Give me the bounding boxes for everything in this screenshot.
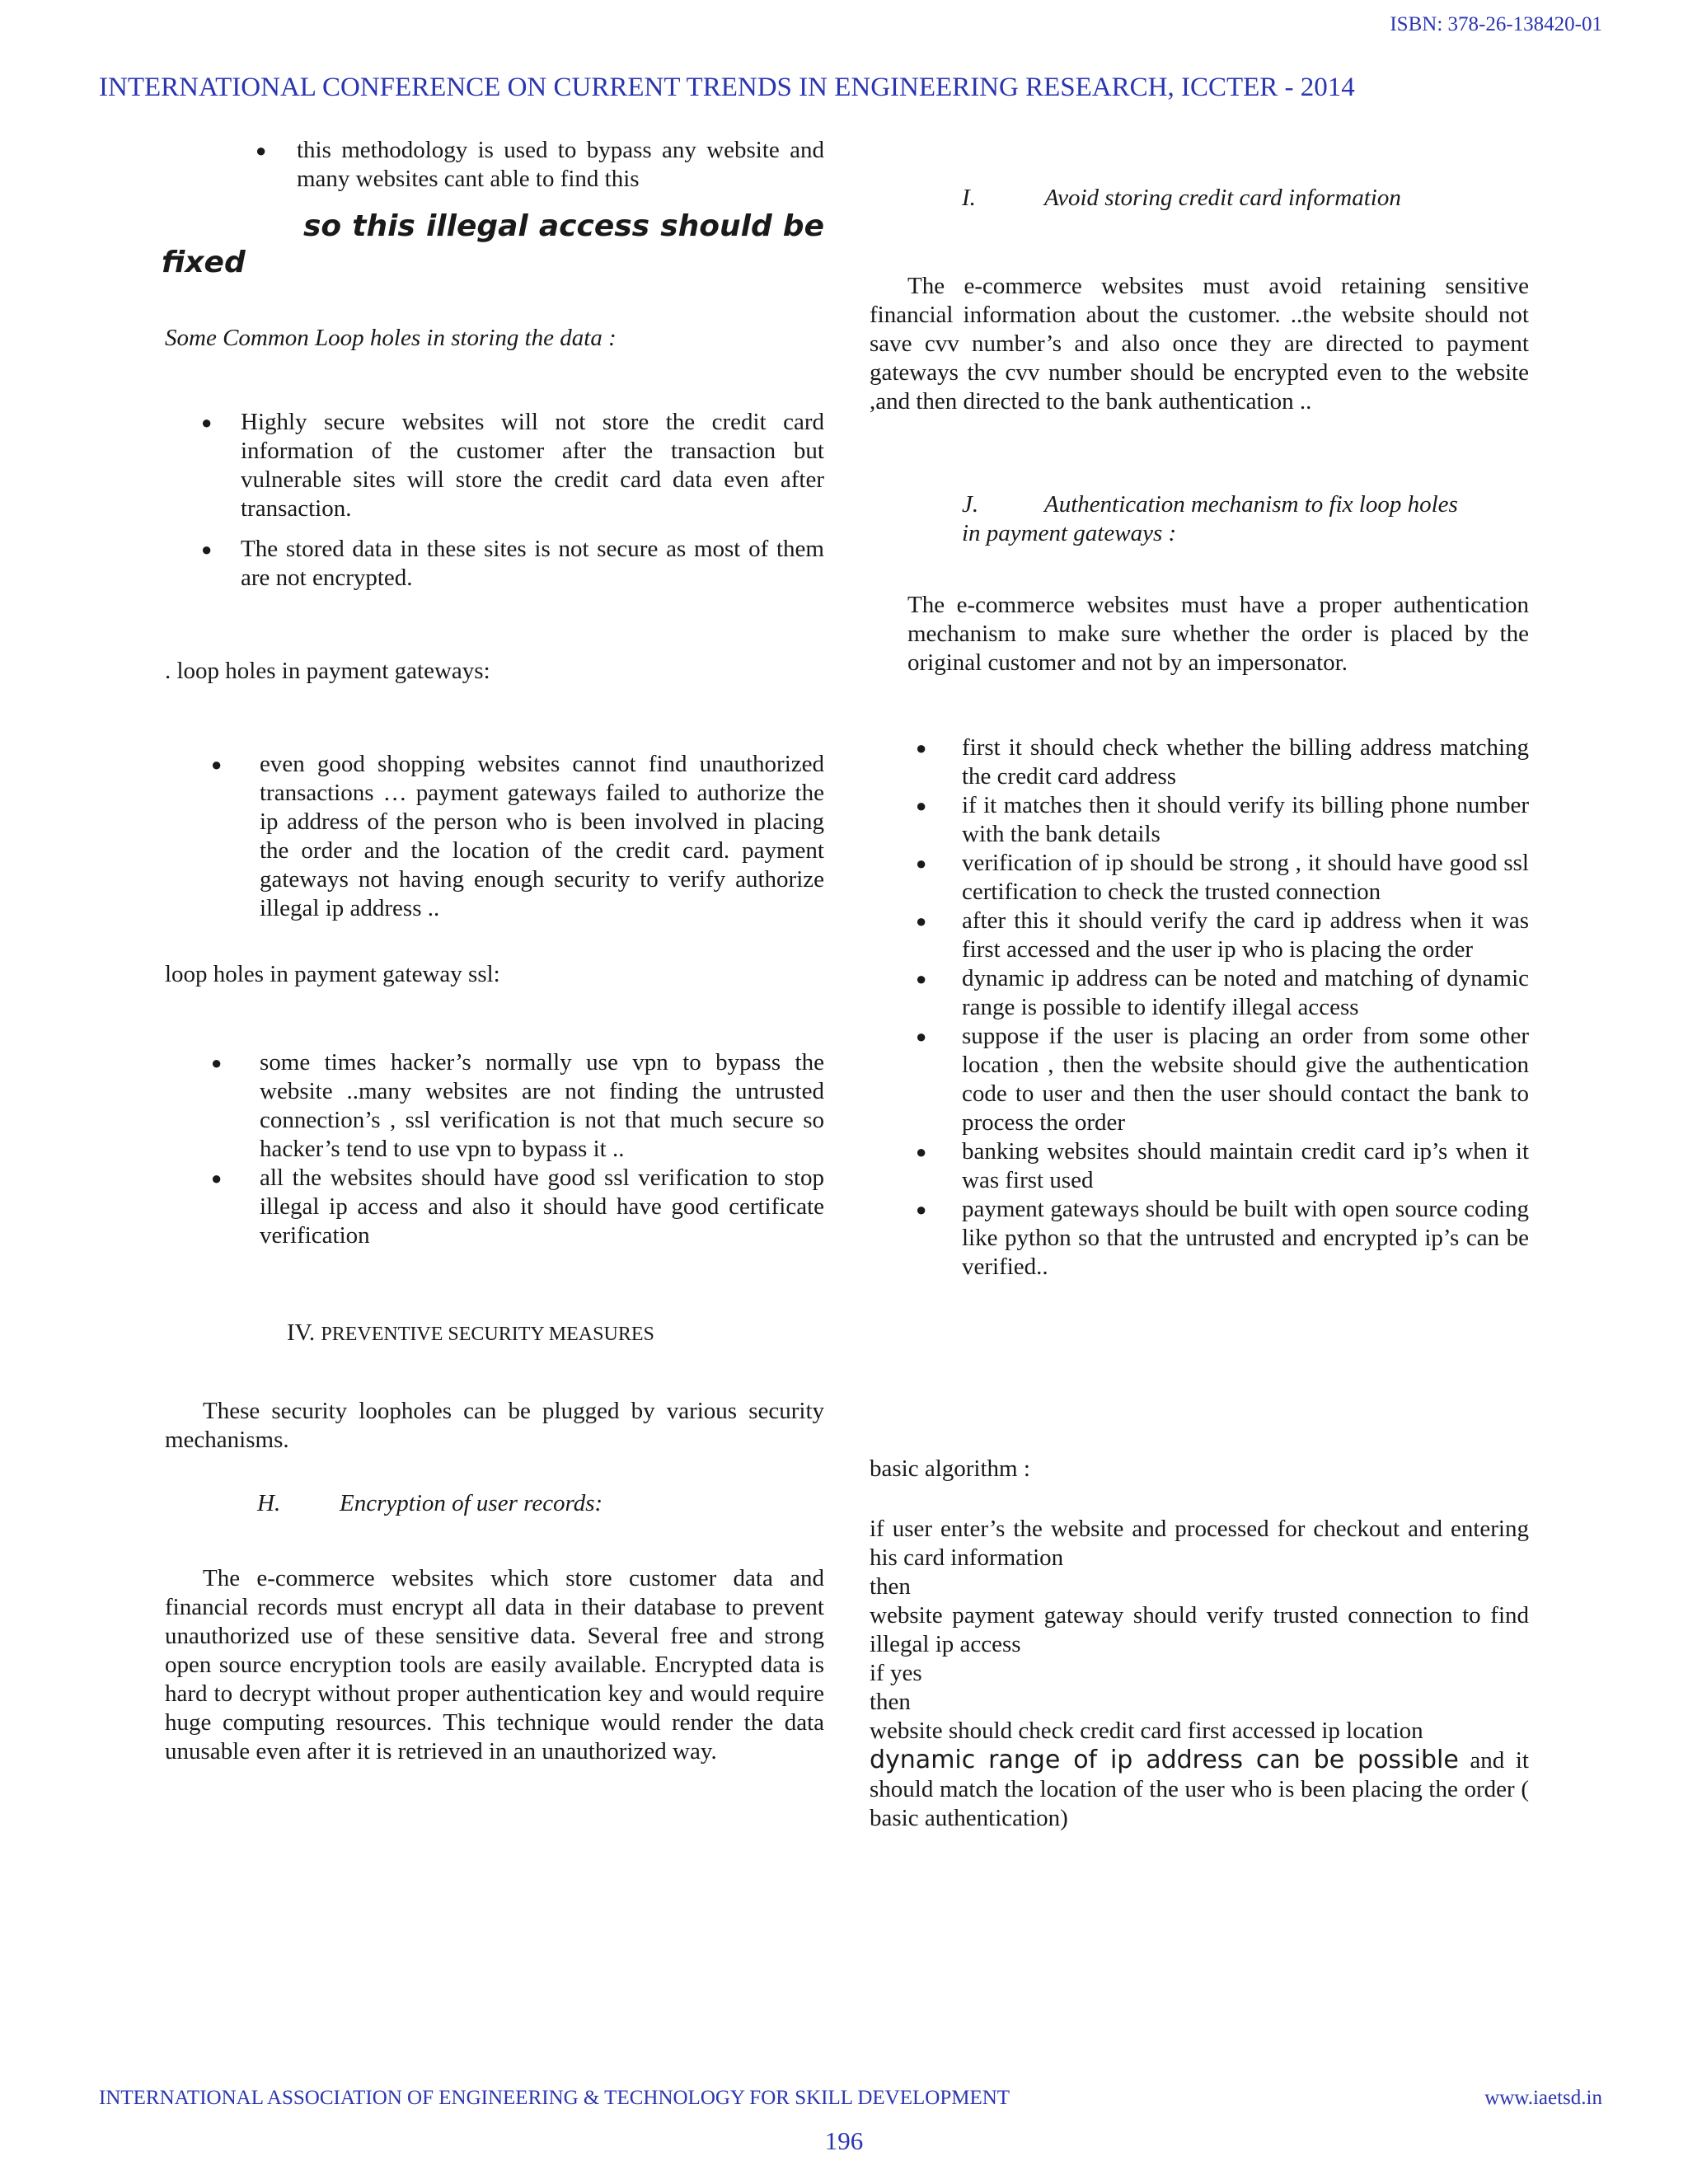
ssl-bullet-list xyxy=(165,1048,824,1250)
algorithm-line: then xyxy=(870,1573,911,1600)
algorithm-line: website should check credit card first accessed ip location xyxy=(870,1718,1423,1744)
storing-bullet-list xyxy=(165,408,824,593)
list-item: ● first it should check whether the billing address matching the credit card address xyxy=(870,733,1529,791)
subsection-h-title: Encryption of user records: xyxy=(340,1490,603,1516)
section-title: PREVENTIVE SECURITY MEASURES xyxy=(321,1324,654,1345)
payment-gateways-heading: . loop holes in payment gateways: xyxy=(165,658,490,684)
algorithm-line: if yes xyxy=(870,1660,922,1686)
ssl-heading: loop holes in payment gateway ssl: xyxy=(165,961,500,987)
list-item: ● this methodology is used to bypass any website and many websites cant able to find this xyxy=(165,136,824,194)
list-item: ● dynamic ip address can be noted and matching of dynamic range is possible to identify illegal access xyxy=(870,964,1529,1022)
list-item: ● after this it should verify the card ip address when it was first accessed and the user ip who is placing the order xyxy=(870,907,1529,964)
subsection-j-number: J. xyxy=(962,491,979,518)
subsection-j-heading-cont: in payment gateways : xyxy=(962,520,1177,546)
conference-header: INTERNATIONAL CONFERENCE ON CURRENT TRENDS IN ENGINEERING RESEARCH, ICCTER - 2014 xyxy=(99,73,1355,102)
list-item: ● suppose if the user is placing an order from some other location , then the website should give the authentication code to user and then the user should contact the bank to process the order xyxy=(870,1022,1529,1137)
subsection-h-body: The e-commerce websites which store customer data and financial records must encrypt all data in their database to prevent unauthorized use of these sensitive data. Several free and strong open source encryption tools are easily available. Encrypted data is hard to decrypt without proper authentication key and would require huge computing resources. This technique would render the data unusable even after it is retrieved in an unauthorized way. xyxy=(165,1565,824,1765)
subsection-h-heading xyxy=(165,1489,824,1518)
intro-bullet-list xyxy=(165,136,824,194)
list-item: ● even good shopping websites cannot find unauthorized transactions … payment gateways failed to authorize the ip address of the person who is been involved in placing the order and the location of the credit card. payment gateways not having enough security to verify authorize illegal ip address .. xyxy=(165,750,824,923)
algorithm-line: then xyxy=(870,1689,911,1715)
algorithm-tail: and it should match the location of the user who is been placing the order ( basic authentication) xyxy=(870,1747,1529,1831)
auth-bullet-list xyxy=(870,733,1529,1282)
subsection-j-title: Authentication mechanism to fix loop holes xyxy=(1044,491,1458,518)
section-intro: These security loopholes can be plugged by various security mechanisms. xyxy=(165,1398,824,1453)
isbn-label: ISBN: 378-26-138420-01 xyxy=(1390,13,1602,35)
algorithm-line: website payment gateway should verify trusted connection to find illegal ip access xyxy=(870,1602,1529,1657)
algorithm-heading: basic algorithm : xyxy=(870,1455,1030,1482)
subsection-i-heading xyxy=(870,184,1529,213)
emphasis-line-b: fixed xyxy=(162,246,246,279)
list-item: ● payment gateways should be built with open source coding like python so that the untrusted and encrypted ip’s can be verified.. xyxy=(870,1195,1529,1282)
section-number: IV. xyxy=(287,1319,316,1346)
list-item: ● if it matches then it should verify its billing phone number with the bank details xyxy=(870,791,1529,849)
loopholes-storing-heading: Some Common Loop holes in storing the data : xyxy=(165,325,617,351)
list-item: ● verification of ip should be strong , it should have good ssl certification to check the trusted connection xyxy=(870,849,1529,907)
algorithm-line: if user enter’s the website and processed for checkout and entering his card information xyxy=(870,1516,1529,1571)
subsection-j-body: The e-commerce websites must have a proper authentication mechanism to make sure whether the order is placed by the original customer and not by an impersonator. xyxy=(907,592,1529,676)
subsection-i-number: I. xyxy=(962,185,976,211)
payment-bullet-list xyxy=(165,750,824,923)
page-number: 196 xyxy=(824,2126,864,2155)
footer-organization: INTERNATIONAL ASSOCIATION OF ENGINEERING & TECHNOLOGY FOR SKILL DEVELOPMENT xyxy=(99,2087,1010,2109)
subsection-i-body: The e-commerce websites must avoid retaining sensitive financial information about the customer. ..the website should not save cvv number’s and also once they are directed to payment gateways the cvv number should be encrypted even to the website ,and then directed to the bank authentication .. xyxy=(870,273,1529,415)
algorithm-final-line xyxy=(870,1746,1529,1833)
emphasis-line-a: so this illegal access should be xyxy=(303,209,824,243)
footer-website: www.iaetsd.in xyxy=(1484,2087,1602,2109)
subsection-j-heading xyxy=(870,490,1529,519)
algorithm-mixed-font-phrase: dynamic range of ip address can be possible xyxy=(870,1746,1459,1774)
list-item: ● banking websites should maintain credit card ip’s when it was first used xyxy=(870,1137,1529,1195)
subsection-i-title: Avoid storing credit card information xyxy=(1044,185,1401,211)
subsection-h-number: H. xyxy=(257,1490,281,1516)
section-heading xyxy=(165,1319,824,1349)
list-item: ● some times hacker’s normally use vpn to bypass the website ..many websites are not finding the untrusted connection’s , ssl verification is not that much secure so hacker’s tend to use vpn to bypass it .. xyxy=(165,1048,824,1164)
list-item: ● Highly secure websites will not store the credit card information of the customer after the transaction but vulnerable sites will store the credit card data even after transaction. xyxy=(165,408,824,523)
list-item: ● all the websites should have good ssl verification to stop illegal ip access and also it should have good certificate verification xyxy=(165,1164,824,1250)
list-item: ● The stored data in these sites is not secure as most of them are not encrypted. xyxy=(165,535,824,593)
